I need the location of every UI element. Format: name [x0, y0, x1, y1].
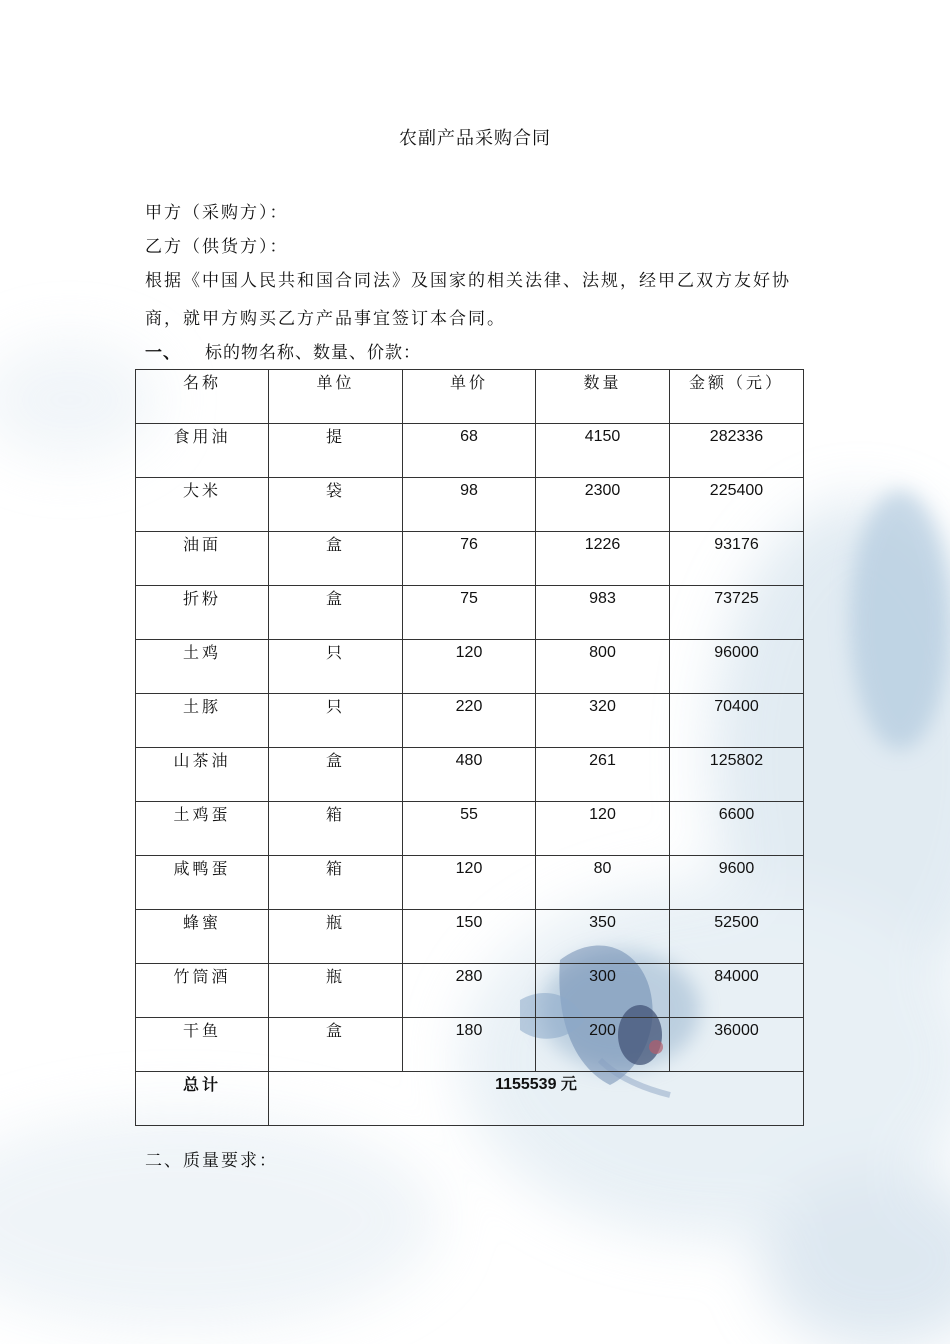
table-row	[136, 694, 804, 748]
cell-unit-price: 120	[403, 640, 536, 694]
table-row	[136, 640, 804, 694]
table-row	[136, 856, 804, 910]
table-row	[136, 964, 804, 1018]
header-name: 名称	[136, 370, 269, 424]
cell-quantity: 2300	[536, 478, 670, 532]
cell-name: 折粉	[136, 586, 269, 640]
cell-unit: 瓶	[269, 910, 403, 964]
cell-unit: 只	[269, 640, 403, 694]
cell-quantity: 4150	[536, 424, 670, 478]
cell-unit-price: 280	[403, 964, 536, 1018]
total-value: 1155539 元	[269, 1072, 804, 1126]
cell-quantity: 261	[536, 748, 670, 802]
cell-name: 土鸡蛋	[136, 802, 269, 856]
cell-unit-price: 68	[403, 424, 536, 478]
cell-amount: 36000	[670, 1018, 804, 1072]
cell-quantity: 300	[536, 964, 670, 1018]
table-body	[136, 424, 804, 1072]
cell-quantity: 320	[536, 694, 670, 748]
cell-name: 山茶油	[136, 748, 269, 802]
table-row	[136, 586, 804, 640]
table-row	[136, 910, 804, 964]
cell-name: 干鱼	[136, 1018, 269, 1072]
section-1-number: 一、	[145, 343, 181, 363]
cell-name: 竹筒酒	[136, 964, 269, 1018]
table-row	[136, 478, 804, 532]
cell-amount: 96000	[670, 640, 804, 694]
table-row	[136, 748, 804, 802]
table-row	[136, 802, 804, 856]
cell-unit: 袋	[269, 478, 403, 532]
party-b-line: 乙方（供货方）：	[145, 237, 289, 257]
cell-unit-price: 150	[403, 910, 536, 964]
header-amount: 金额（元）	[670, 370, 804, 424]
cell-name: 食用油	[136, 424, 269, 478]
header-unit-price: 单价	[403, 370, 536, 424]
table-total-row	[136, 1072, 804, 1126]
cell-unit-price: 480	[403, 748, 536, 802]
table-header-row	[136, 370, 804, 424]
cell-unit-price: 220	[403, 694, 536, 748]
cell-unit: 盒	[269, 1018, 403, 1072]
cell-name: 土豚	[136, 694, 269, 748]
cell-unit-price: 180	[403, 1018, 536, 1072]
cell-quantity: 200	[536, 1018, 670, 1072]
cell-unit: 箱	[269, 856, 403, 910]
header-quantity: 数量	[536, 370, 670, 424]
cell-unit-price: 75	[403, 586, 536, 640]
cell-quantity: 800	[536, 640, 670, 694]
party-a-line: 甲方（采购方）：	[145, 203, 289, 223]
cell-amount: 9600	[670, 856, 804, 910]
cell-unit-price: 98	[403, 478, 536, 532]
section-2-heading: 二、质量要求：	[145, 1151, 278, 1171]
table-row	[136, 1018, 804, 1072]
cell-amount: 73725	[670, 586, 804, 640]
cell-unit: 盒	[269, 532, 403, 586]
cell-quantity: 983	[536, 586, 670, 640]
preamble-line-2: 商，就甲方购买乙方产品事宜签订本合同。	[145, 309, 506, 329]
cell-quantity: 1226	[536, 532, 670, 586]
table-row	[136, 532, 804, 586]
cell-unit: 盒	[269, 748, 403, 802]
cell-unit: 盒	[269, 586, 403, 640]
cell-quantity: 80	[536, 856, 670, 910]
cell-amount: 93176	[670, 532, 804, 586]
cell-name: 咸鸭蛋	[136, 856, 269, 910]
cell-amount: 125802	[670, 748, 804, 802]
cell-unit-price: 120	[403, 856, 536, 910]
cell-amount: 282336	[670, 424, 804, 478]
cell-unit: 只	[269, 694, 403, 748]
section-1-heading	[145, 338, 421, 363]
section-1-title: 标的物名称、数量、价款：	[205, 343, 421, 363]
cell-unit: 瓶	[269, 964, 403, 1018]
header-unit: 单位	[269, 370, 403, 424]
contract-title: 农副产品采购合同	[399, 128, 551, 149]
cell-name: 土鸡	[136, 640, 269, 694]
cell-unit-price: 76	[403, 532, 536, 586]
cell-quantity: 350	[536, 910, 670, 964]
total-label: 总计	[136, 1072, 269, 1126]
cell-unit: 提	[269, 424, 403, 478]
preamble-line-1: 根据《中国人民共和国合同法》及国家的相关法律、法规，经甲乙双方友好协	[145, 271, 791, 291]
cell-unit-price: 55	[403, 802, 536, 856]
table-row	[136, 424, 804, 478]
cell-amount: 52500	[670, 910, 804, 964]
goods-table	[135, 369, 804, 1126]
cell-name: 蜂蜜	[136, 910, 269, 964]
cell-amount: 70400	[670, 694, 804, 748]
cell-amount: 84000	[670, 964, 804, 1018]
cell-name: 油面	[136, 532, 269, 586]
cell-quantity: 120	[536, 802, 670, 856]
cell-amount: 225400	[670, 478, 804, 532]
cell-amount: 6600	[670, 802, 804, 856]
cell-name: 大米	[136, 478, 269, 532]
cell-unit: 箱	[269, 802, 403, 856]
